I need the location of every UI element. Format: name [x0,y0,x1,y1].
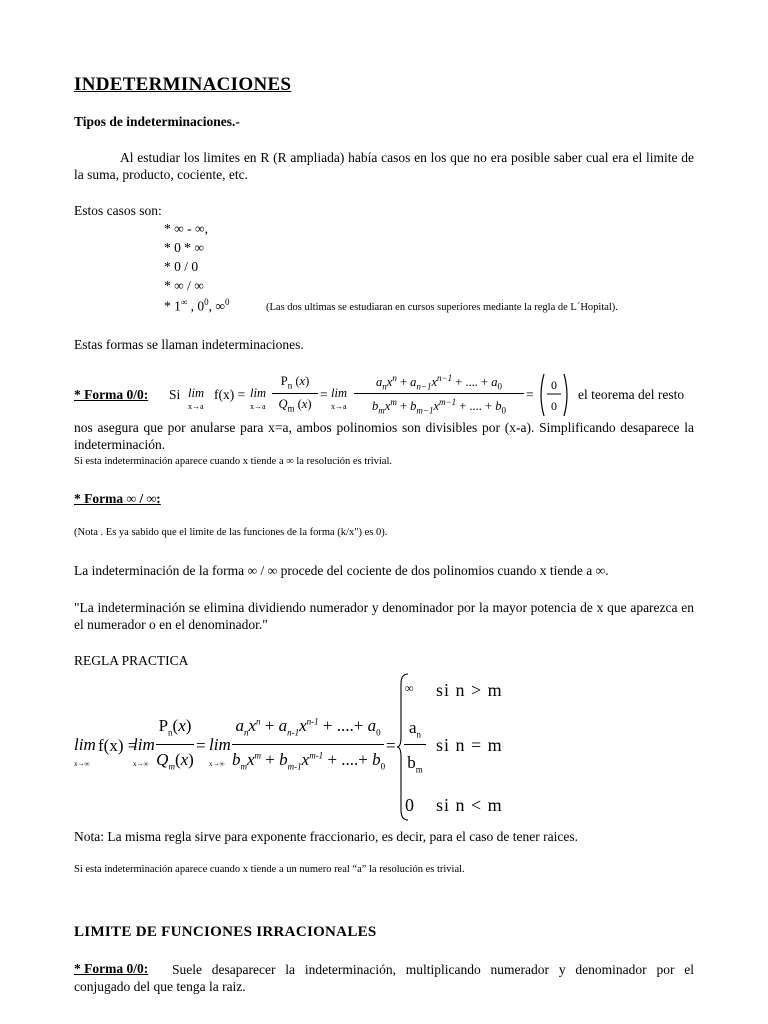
case-item: * ∞ - ∞, [164,221,208,236]
equals: = [526,387,534,402]
forminf-nota: (Nota . Es ya sabido que el limite de las funciones de la forma (k/x") es 0). [74,527,388,538]
pn-numerator: $P_n(x)$ [158,716,192,738]
case-value-infinity: ∞ [405,681,414,695]
equals: = [320,387,328,402]
poly-numerator: $a_nx^n + a_{n-1}x^{n-1}$ + ....+ $a_0$ [235,716,381,738]
lim-text: lim [209,735,231,754]
fraction-line [354,393,524,394]
zero-over-zero [537,372,571,418]
forminf-line1: La indeterminación de la forma ∞ / ∞ procede del cociente de dos polinomios cuando x tiende a ∞. [74,563,609,578]
forms-text: Estas formas se llaman indeterminaciones. [74,337,304,352]
section2-label: * Forma 0/0: [74,961,149,976]
form00-paragraph: nos asegura que por anularse para x=a, ambos polinomios son divisibles por (x-a). Simplificando desaparece la indeterminación. [74,420,694,452]
page-title: INDETERMINACIONES [74,74,292,95]
lim-subscript: x→∞ [133,760,149,768]
poly-denominator: $b_mx^m + b_{m-1}x^{m-1}$ + .... + $b_0$ [372,397,506,416]
lim-text: lim [250,386,266,400]
form00-label: * Forma 0/0: [74,387,149,402]
cases-note: (Las dos ultimas se estudiaran en cursos superiores mediante la regla de L´Hopital). [266,302,618,313]
fx-text: f(x) = [98,736,138,755]
lim-subscript: x→a [331,402,347,411]
resto-text: el teorema del resto [578,387,685,402]
intro-paragraph: Al estudiar los limites en R (R ampliada) había casos en los que no era posible saber cual era el limite de la suma, producto, cociente, etc. [74,150,694,182]
pn-numerator: $P_n$ (x) [280,374,310,391]
case-item-powers: * 1∞ , $0^0$, ∞$^0$ [164,297,230,314]
lim-text: lim [331,386,347,400]
case-cond: si n > m [436,680,503,700]
poly-numerator: $a_nx^n + a_{n-1}x^{n-1}$ + .... + $a_0$ [376,373,502,392]
equals: = [386,736,396,755]
note-real: Si esta indeterminación aparece cuando x tiende a un numero real “a” la resolución es trivial. [74,864,465,875]
fx-text: f(x) = [214,387,246,402]
form00-note: Si esta indeterminación aparece cuando x tiende a ∞ la resolución es trivial. [74,456,392,467]
lim-subscript: x→∞ [74,760,90,768]
fraction-line [272,393,318,394]
lim-subscript: x→a [188,402,204,411]
lim-text: lim [188,386,204,400]
qm-denominator: $Q_m(x)$ [156,750,194,772]
lim-text: lim [74,735,96,754]
regla-label: REGLA PRACTICA [74,653,189,668]
lim-subscript: x→∞ [209,760,225,768]
section2-text: Suele desaparecer la indeterminación, multiplicando numerador y denominador por el conjugado del que tenga la raiz. [74,962,694,994]
case-cond: si n < m [436,795,503,815]
an-numerator: $a_n$ [408,718,422,740]
cases-heading: Estos casos son: [74,203,162,218]
nota-fraccionario: Nota: La misma regla sirve para exponente fraccionario, es decir, para el caso de tener raices. [74,829,578,844]
svg-text:0: 0 [551,399,557,413]
lim-subscript: x→a [250,402,266,411]
case-item: * 0 / 0 [164,259,199,274]
section2-title: LIMITE DE FUNCIONES IRRACIONALES [74,924,377,940]
fraction-line [404,744,426,745]
lim-text: lim [133,735,155,754]
case-item: * 0 * ∞ [164,240,204,255]
poly-denominator: $b_mx^m + b_{m-1}x^{m-1}$ + ....+ $b_0$ [232,750,386,772]
svg-text:0: 0 [551,378,557,392]
si-text: Si [169,387,181,402]
fraction-line [156,744,194,745]
forminf-quote: "La indeterminación se elimina dividiendo numerador y denominador por la mayor potencia de x que aparezca en el numerador o en el denominador." [74,600,694,632]
bm-denominator: $b_m$ [407,753,423,775]
qm-denominator: $Q_m$ (x) [278,397,312,414]
section-subtitle: Tipos de indeterminaciones.- [74,114,240,129]
case-cond: si n = m [436,735,503,755]
case-value-zero: 0 [405,795,414,815]
fraction-line [232,744,384,745]
case-item: * ∞ / ∞ [164,278,204,293]
forminf-label: * Forma ∞ / ∞: [74,491,161,506]
equals: = [196,736,206,755]
